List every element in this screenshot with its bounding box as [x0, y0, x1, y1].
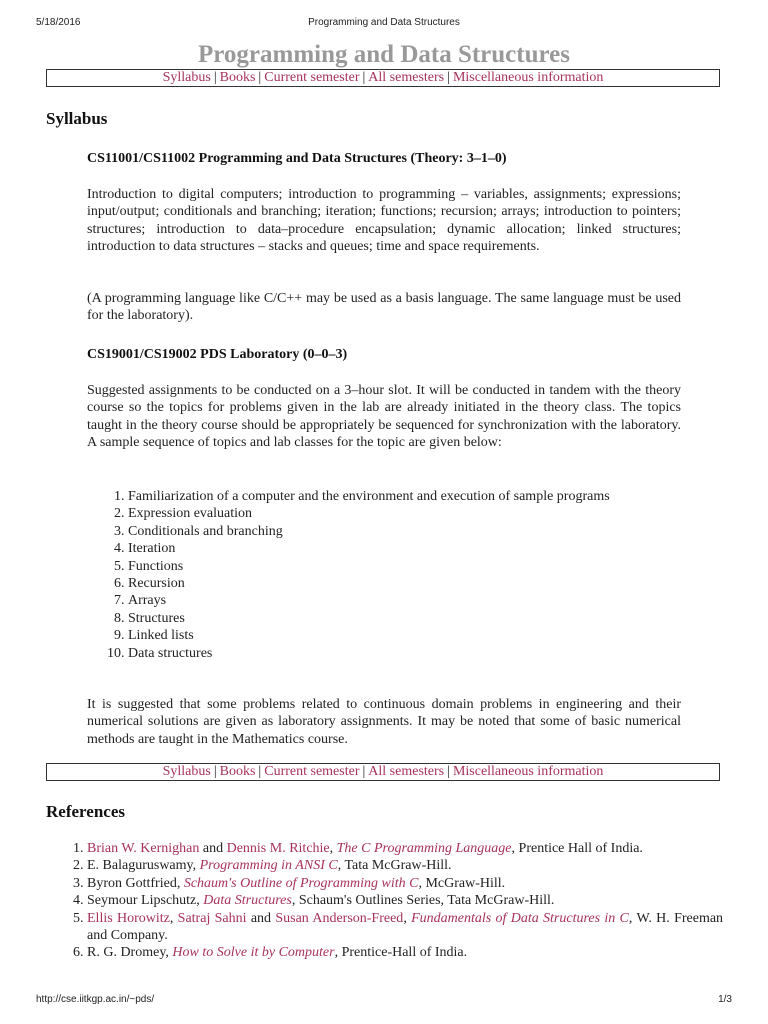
syllabus-heading: Syllabus: [46, 109, 108, 128]
nav-link-misc-info[interactable]: Miscellaneous information: [452, 764, 604, 779]
nav-link-current-semester[interactable]: Current semester: [264, 764, 360, 779]
language-note: (A programming language like C/C++ may be used as a basis language. The same language must be used for the laboratory).: [87, 291, 681, 324]
bottom-nav-bar: [46, 763, 720, 781]
lab-description: Suggested assignments to be conducted on a 3–hour slot. It will be conducted in tandem with the theory course so the topics for problems given in the lab are already initiated in the theory class. The topics taught in the theory course should be appropriately be sequenced for synchronization with the laboratory. A sample sequence of topics and lab classes for the topic are given below:: [87, 383, 681, 451]
ref-text: ,: [403, 910, 412, 926]
reference-item: [87, 840, 723, 857]
book-title-link[interactable]: The C Programming Language: [336, 841, 512, 856]
nav-separator: |: [447, 70, 450, 85]
nav-link-misc-info[interactable]: Miscellaneous information: [452, 70, 604, 85]
list-item: 7. Arrays: [128, 592, 681, 609]
reference-item: [87, 944, 723, 961]
book-title-link[interactable]: Fundamentals of Data Structures in C: [411, 910, 629, 926]
ref-author: R. G. Dromey,: [87, 945, 173, 961]
reference-item: [87, 892, 723, 909]
references-list: [46, 840, 723, 962]
list-item: 1. Familiarization of a computer and the environment and execution of sample programs: [128, 488, 681, 505]
list-item: 2. Expression evaluation: [128, 505, 681, 522]
nav-separator: |: [258, 70, 262, 85]
nav-link-books[interactable]: Books: [219, 764, 256, 779]
nav-separator: |: [362, 70, 366, 85]
numerical-methods-note: It is suggested that some problems related to continuous domain problems in engineering and their numerical solutions are given as laboratory assignments. It may be noted that some of basic numerical methods are taught in the Mathematics course.: [87, 697, 681, 747]
book-title-link[interactable]: Programming in ANSI C: [199, 858, 338, 874]
references-heading: References: [46, 802, 125, 821]
print-title: Programming and Data Structures: [308, 17, 460, 28]
ref-author: Seymour Lipschutz,: [87, 893, 204, 909]
theory-description: Introduction to digital computers; introduction to programming – variables, assignments; expressions; input/output; conditionals and branching; iteration; functions; recursion; arrays; introduction to pointers; structures; introduction to data–procedure encapsulation; dynamic allocation; linked structures; introduction to data structures – stacks and queues; time and space requirements.: [87, 187, 681, 255]
list-item: 4. Iteration: [128, 540, 681, 557]
ref-text: , W. H. Freeman and Company.: [87, 910, 724, 944]
book-title-link[interactable]: Data Structures: [203, 893, 292, 909]
author-link[interactable]: Susan Anderson-Freed: [275, 910, 404, 926]
nav-link-current-semester[interactable]: Current semester: [264, 70, 360, 85]
print-header: [36, 17, 732, 31]
nav-separator: |: [213, 764, 217, 779]
reference-item: [87, 875, 723, 892]
author-link[interactable]: Ellis Horowitz: [87, 910, 170, 926]
book-title-link[interactable]: Schaum's Outline of Programming with C: [183, 875, 419, 891]
reference-item: [87, 910, 723, 945]
list-item: 10. Data structures: [128, 645, 681, 662]
author-link[interactable]: Brian W. Kernighan: [87, 841, 200, 856]
author-link[interactable]: Dennis M. Ritchie: [226, 841, 330, 856]
nav-separator: |: [258, 764, 262, 779]
ref-text: and: [199, 841, 227, 856]
nav-link-syllabus[interactable]: Syllabus: [162, 70, 211, 85]
list-item: 8. Structures: [128, 610, 681, 627]
print-url: http://cse.iitkgp.ac.in/~pds/: [36, 994, 155, 1005]
ref-text: , Prentice Hall of India.: [511, 841, 643, 856]
ref-text: ,: [329, 841, 337, 856]
nav-link-syllabus[interactable]: Syllabus: [162, 764, 211, 779]
page-title: Programming and Data Structures: [198, 41, 570, 68]
lab-topics-list: [87, 488, 681, 662]
list-item: 5. Functions: [128, 558, 681, 575]
reference-item: [87, 857, 723, 874]
author-link[interactable]: Satraj Sahni: [177, 910, 247, 926]
print-page-number: 1/3: [718, 994, 732, 1005]
nav-link-books[interactable]: Books: [219, 70, 256, 85]
nav-link-all-semesters[interactable]: All semesters: [368, 764, 445, 779]
print-date: 5/18/2016: [36, 17, 81, 28]
list-item: 6. Recursion: [128, 575, 681, 592]
ref-text: ,: [169, 910, 178, 926]
nav-separator: |: [447, 764, 450, 779]
ref-author: E. Balaguruswamy,: [87, 858, 200, 874]
top-nav-bar: [46, 69, 720, 87]
ref-text: , Prentice-Hall of India.: [334, 945, 468, 961]
ref-text: and: [246, 910, 276, 926]
ref-text: , Tata McGraw-Hill.: [337, 858, 452, 874]
theory-course-heading: CS11001/CS11002 Programming and Data Structures (Theory: 3–1–0): [87, 151, 507, 166]
list-item: 3. Conditionals and branching: [128, 523, 681, 540]
nav-separator: |: [213, 70, 217, 85]
book-title-link[interactable]: How to Solve it by Computer: [172, 945, 335, 961]
print-footer: [36, 994, 732, 1008]
ref-text: , McGraw-Hill.: [418, 875, 506, 891]
ref-author: Byron Gottfried,: [87, 875, 184, 891]
ref-text: , Schaum's Outlines Series, Tata McGraw-Hill.: [291, 893, 555, 909]
nav-link-all-semesters[interactable]: All semesters: [368, 70, 445, 85]
nav-separator: |: [362, 764, 366, 779]
lab-course-heading: CS19001/CS19002 PDS Laboratory (0–0–3): [87, 347, 348, 362]
list-item: 9. Linked lists: [128, 627, 681, 644]
